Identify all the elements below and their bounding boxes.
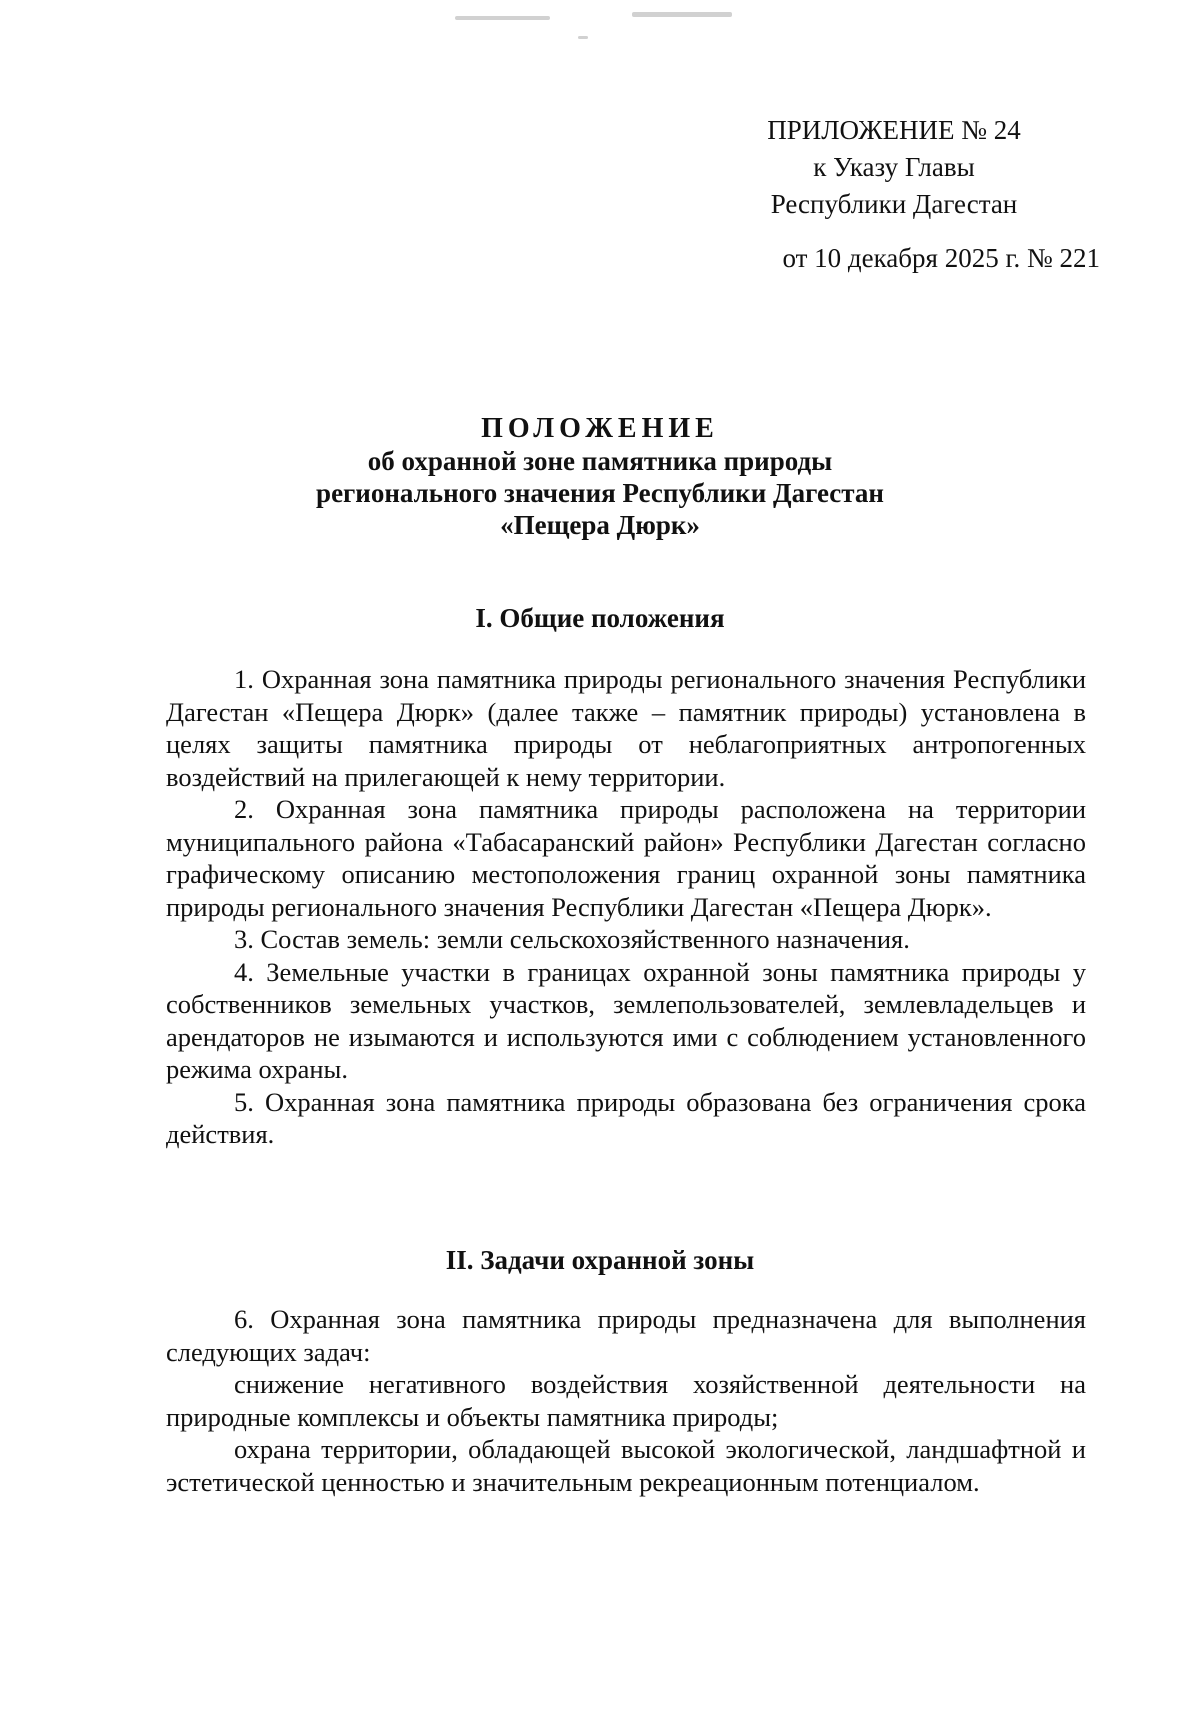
- paragraph: охрана территории, обладающей высокой экологической, ландшафтной и эстетической ценностью и значительным рекреационным потенциалом.: [166, 1434, 1086, 1497]
- appendix-decree-ref: к Указу Главы: [813, 152, 975, 182]
- paragraph: 6. Охранная зона памятника природы предназначена для выполнения следующих задач:: [166, 1304, 1086, 1367]
- scan-artifact: [578, 36, 588, 39]
- paragraph: 1. Охранная зона памятника природы регионального значения Республики Дагестан «Пещера Дюрк» (далее также – памятник природы) установлена в целях защиты памятника природы от неблагоприятных антропогенных воздействий на прилегающей к нему территории.: [166, 664, 1086, 792]
- title-line: «Пещера Дюрк»: [500, 510, 700, 540]
- appendix-block: [684, 112, 1104, 277]
- section-heading: II. Задачи охранной зоны: [445, 1245, 755, 1275]
- appendix-date: от 10 декабря 2025 г. № 221: [782, 243, 1100, 273]
- document-title: [0, 413, 1200, 541]
- paragraph: снижение негативного воздействия хозяйственной деятельности на природные комплексы и объекты памятника природы;: [166, 1369, 1086, 1432]
- title-line: регионального значения Республики Дагестан: [316, 478, 884, 508]
- section-body: [166, 663, 1086, 1151]
- section-body: [166, 1303, 1086, 1498]
- paragraph: 4. Земельные участки в границах охранной зоны памятника природы у собственников земельных участков, землепользователей, землевладельцев и арендаторов не изымаются и используются ими с соблюдением установленного режима охраны.: [166, 956, 1086, 1084]
- appendix-republic: Республики Дагестан: [770, 189, 1018, 219]
- title-main: ПОЛОЖЕНИЕ: [481, 413, 719, 444]
- title-line: об охранной зоне памятника природы: [367, 446, 833, 476]
- paragraph: 5. Охранная зона памятника природы образована без ограничения срока действия.: [166, 1086, 1086, 1149]
- paragraph: 2. Охранная зона памятника природы расположена на территории муниципального района «Табасаранский район» Республики Дагестан согласно графическому описанию местоположения границ охранной зоны памятника природы регионального значения Республики Дагестан «Пещера Дюрк».: [166, 794, 1086, 922]
- section-heading: I. Общие положения: [475, 603, 725, 633]
- scan-artifact: [455, 16, 550, 20]
- paragraph: 3. Состав земель: земли сельскохозяйственного назначения.: [234, 924, 910, 954]
- scan-artifact: [632, 12, 732, 17]
- appendix-number: ПРИЛОЖЕНИЕ № 24: [767, 115, 1021, 145]
